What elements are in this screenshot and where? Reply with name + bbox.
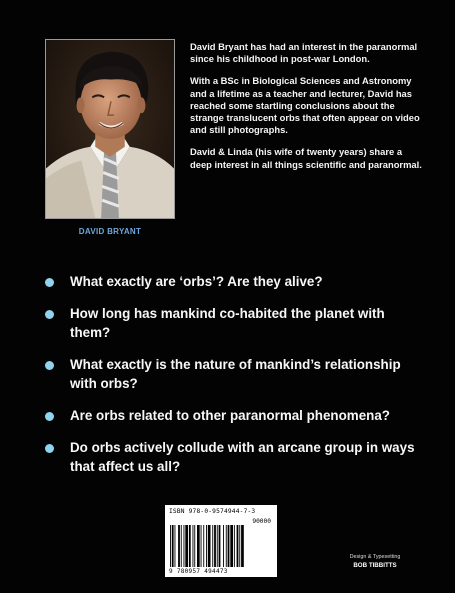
bullet-dot-icon: [45, 361, 54, 370]
bullet-dot-icon: [45, 278, 54, 287]
question-item: [45, 406, 420, 425]
question-item: [45, 355, 420, 393]
question-item: [45, 272, 420, 291]
author-bio: [190, 41, 426, 181]
question-text: Are orbs related to other paranormal phenomena?: [70, 408, 390, 423]
design-credit-name: BOB TIBBITTS: [353, 562, 397, 569]
question-text: What exactly are ‘orbs’? Are they alive?: [70, 274, 323, 289]
question-item: [45, 304, 420, 342]
isbn-barcode: [165, 505, 277, 577]
question-text: What exactly is the nature of mankind’s relationship with orbs?: [70, 357, 401, 391]
bullet-dot-icon: [45, 310, 54, 319]
bullet-dot-icon: [45, 444, 54, 453]
question-text: Do orbs actively collude with an arcane group in ways that affect us all?: [70, 440, 415, 474]
isbn-number: ISBN 978-0-9574944-7-3: [169, 508, 256, 515]
bullet-dot-icon: [45, 412, 54, 421]
bio-paragraph: With a BSc in Biological Sciences and Astronomy and a lifetime as a teacher and lecturer, David has reached some startling conclusions about the strange translucent orbs that often appear on video and still photographs.: [190, 75, 420, 136]
bio-paragraph: David Bryant has had an interest in the paranormal since his childhood in post-war London.: [190, 41, 418, 65]
question-list: [45, 272, 420, 489]
price-code: 90000: [252, 518, 271, 525]
design-credit-label: Design & Typesetting: [349, 554, 401, 560]
bio-paragraph: David & Linda (his wife of twenty years) share a deep interest in all things scientific and paranormal.: [190, 146, 422, 170]
author-caption: DAVID BRYANT: [78, 227, 142, 236]
question-item: [45, 438, 420, 476]
barcode-bars: [170, 525, 274, 567]
barcode-digits: 9 780957 494473: [169, 568, 228, 575]
author-photo: [45, 39, 175, 219]
question-text: How long has mankind co-habited the planet with them?: [70, 306, 385, 340]
